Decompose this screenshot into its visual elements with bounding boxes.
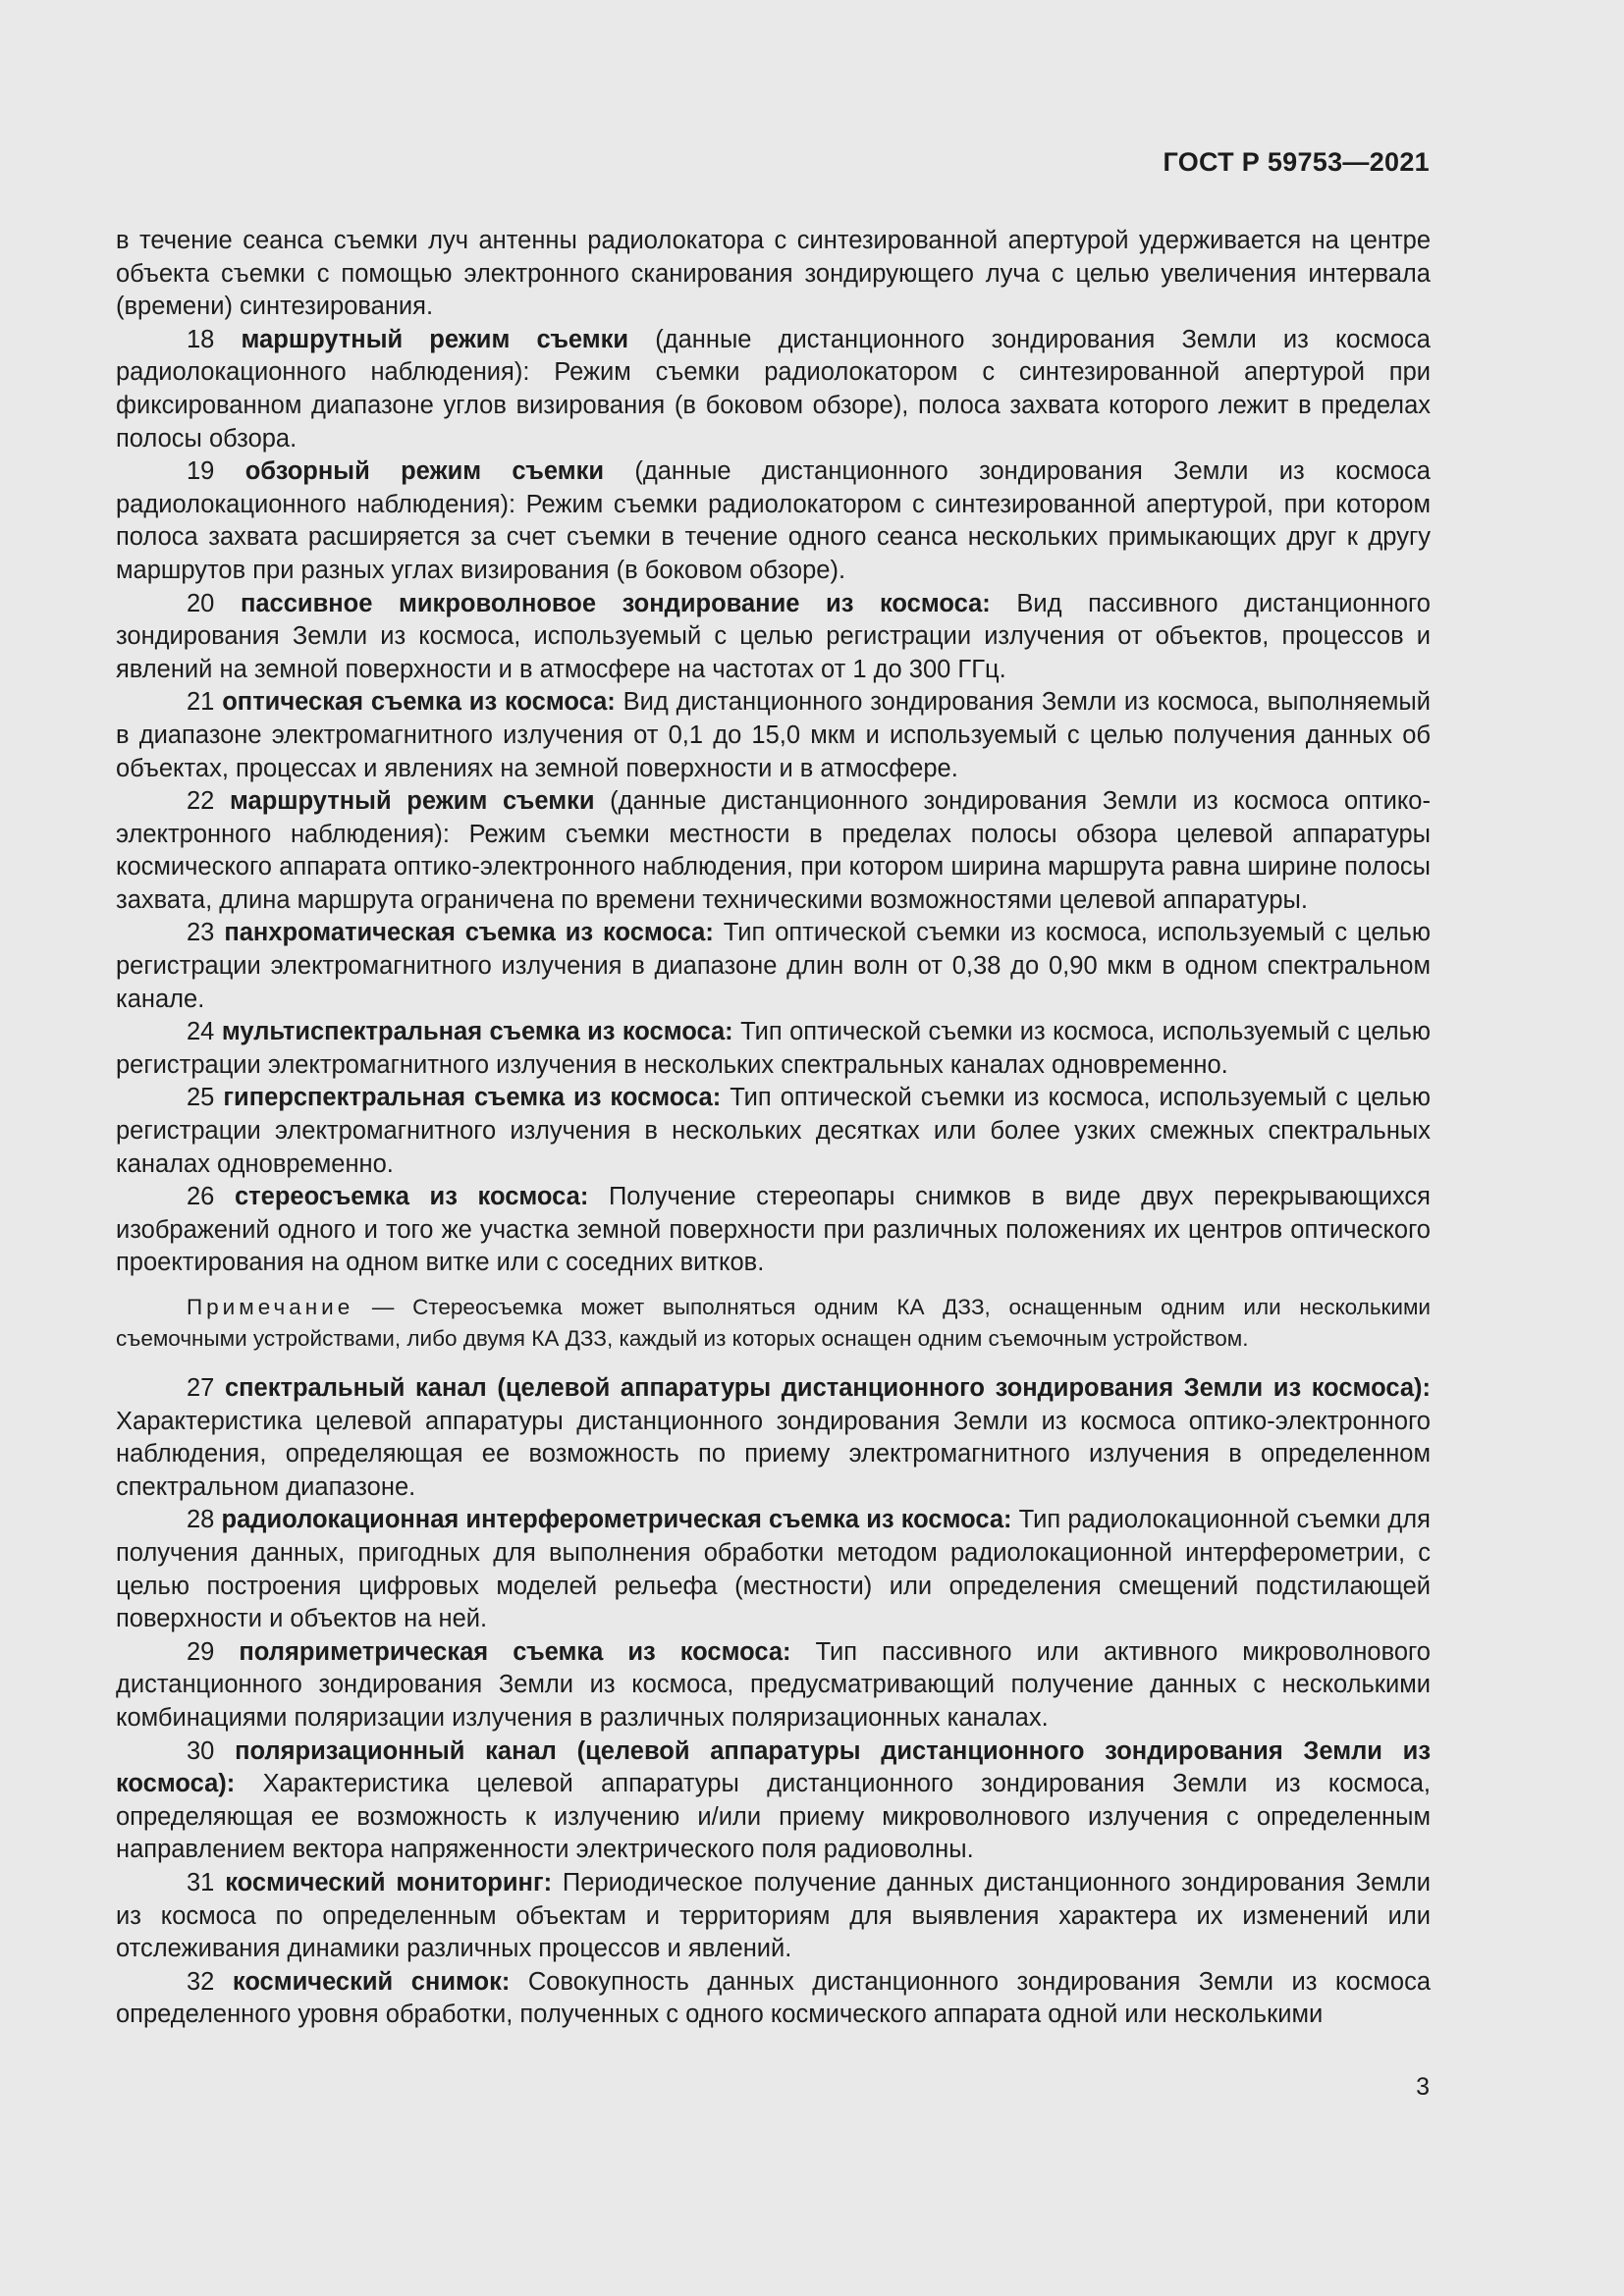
intro-paragraph: в течение сеанса съемки луч антенны радиолокатора с синтезированной апертурой удерживается на центре объекта съемки с помощью электронного сканирования зондирующего луча с целью увеличения интервала (времени) синтезирования. — [116, 227, 1431, 321]
term-title: обзорный режим съемки — [244, 457, 605, 486]
term-definition: Тип оптической съемки из космоса, используемый с целью регистрации электромагнитного излучения в нескольких спектральных каналах одновременно. — [116, 1018, 1432, 1079]
term-number: 25 — [187, 1084, 215, 1112]
note-text: — Стереосъемка может выполняться одним КА ДЗЗ, оснащенным одним или несколькими съемочными устройствами, либо двумя КА ДЗЗ, каждый из которых оснащен одним съемочным устройством. — [116, 1295, 1431, 1351]
term-title: гиперспектральная съемка из космоса: — [223, 1084, 722, 1112]
term-definition: Совокупность данных дистанционного зондирования Земли из космоса определенного уровня обработки, полученных с одного космического аппарата одной или несколькими — [116, 1967, 1431, 2029]
term-title: спектральный канал (целевой аппаратуры дистанционного зондирования Земли из космоса): — [224, 1374, 1431, 1402]
term-title: пассивное микроволновое зондирование из космоса: — [240, 589, 991, 617]
term-number: 18 — [187, 325, 215, 353]
term-definition: Характеристика целевой аппаратуры дистанционного зондирования Земли из космоса оптико-электронного наблюдения, определяющая ее возможность по приему электромагнитного излучения в определенном спектральном диапазоне. — [116, 1407, 1431, 1501]
term-entry — [116, 1082, 1431, 1181]
term-title: маршрутный режим съемки — [230, 787, 595, 816]
term-entry — [116, 917, 1431, 1016]
term-definition: Тип пассивного или активного микроволнового дистанционного зондирования Земли из космоса, предусматривающий получение данных с несколькими комбинациями поляризации излучения в различных поляризационных каналах. — [116, 1637, 1431, 1732]
term-title: космический мониторинг: — [225, 1868, 553, 1896]
term-definition: Вид пассивного дистанционного зондирования Земли из космоса, используемый с целью регистрации излучения от объектов, процессов и явлений на земной поверхности и в атмосфере на частотах от 1 до 300 ГГц. — [116, 589, 1431, 683]
term-number: 23 — [187, 919, 215, 947]
term-definition: (данные дистанционного зондирования Земли из космоса оптико-электронного наблюдения): Режим съемки местности в пределах полосы обзора целевой аппаратуры космического аппарата оптико-электронного наблюдения, при котором ширина маршрута равна ширине полосы захвата, длина маршрута ограничена по времени техническими возможностями целевой аппаратуры. — [116, 787, 1431, 914]
term-entry — [116, 1181, 1431, 1280]
term-title: радиолокационная интерферометрическая съемка из космоса: — [221, 1506, 1012, 1534]
page-number: 3 — [1416, 2073, 1430, 2101]
term-entry — [116, 455, 1431, 587]
term-definition: (данные дистанционного зондирования Земли из космоса радиолокационного наблюдения): Режим съемки радиолокатором с синтезированной апертурой при фиксированном диапазоне углов визирования (в боковом обзоре), полоса захвата которого лежит в пределах полосы обзора. — [116, 325, 1431, 453]
term-definition: Тип оптической съемки из космоса, используемый с целью регистрации электромагнитного излучения в нескольких десятках или более узких смежных спектральных каналах одновременно. — [116, 1084, 1431, 1178]
term-title: мультиспектральная съемка из космоса: — [221, 1018, 733, 1046]
term-definition: Получение стереопары снимков в виде двух перекрывающихся изображений одного и того же участка земной поверхности при различных положениях их центров оптического проектирования на одном витке или с соседних витков. — [116, 1183, 1431, 1277]
term-number: 27 — [187, 1374, 215, 1402]
note-label: Примечание — [187, 1295, 354, 1319]
term-entry — [116, 785, 1431, 917]
term-entry — [116, 686, 1431, 785]
term-title: космический снимок: — [232, 1967, 511, 1996]
terms-list-2 — [116, 1372, 1431, 2032]
term-number: 19 — [187, 457, 215, 486]
term-definition: Тип радиолокационной съемки для получения данных, пригодных для выполнения обработки методом радиолокационной интерферометрии, с целью построения цифровых моделей рельефа (местности) или определения смещений подстилающей поверхности и объектов на ней. — [116, 1506, 1431, 1633]
term-entry — [116, 324, 1431, 455]
term-entry — [116, 1966, 1431, 2032]
terms-list — [116, 324, 1431, 1280]
term-definition: Характеристика целевой аппаратуры дистанционного зондирования Земли из космоса, определяющая ее возможность к излучению и/или приему микроволнового излучения с определенным направлением вектора напряженности электрического поля радиоволны. — [116, 1770, 1431, 1864]
term-number: 31 — [187, 1868, 215, 1896]
term-definition: Тип оптической съемки из космоса, используемый с целью регистрации электромагнитного излучения в диапазоне длин волн от 0,38 до 0,90 мкм в одном спектральном канале. — [116, 919, 1432, 1013]
term-title: маршрутный режим съемки — [241, 325, 629, 353]
term-entry — [116, 1735, 1431, 1867]
term-number: 21 — [187, 688, 215, 717]
term-number: 20 — [187, 589, 215, 617]
term-entry — [116, 1016, 1431, 1082]
term-title: поляриметрическая съемка из космоса: — [239, 1637, 791, 1666]
term-definition: Периодическое получение данных дистанционного зондирования Земли из космоса по определенным объектам и территориям для выявления характера их изменений или отслеживания динамики различных процессов и явлений. — [116, 1868, 1431, 1963]
term-title: поляризационный канал (целевой аппаратуры дистанционного зондирования Земли из космоса): — [116, 1736, 1431, 1798]
term-entry — [116, 1504, 1431, 1635]
term-title: оптическая съемка из космоса: — [222, 688, 616, 717]
term-number: 24 — [187, 1018, 215, 1046]
term-entry — [116, 1867, 1431, 1966]
term-number: 22 — [187, 787, 215, 816]
document-body — [116, 225, 1431, 2032]
term-title: панхроматическая съемка из космоса: — [224, 919, 714, 947]
term-number: 30 — [187, 1736, 215, 1765]
term-number: 26 — [187, 1183, 215, 1211]
term-number: 28 — [187, 1506, 215, 1534]
term-definition: Вид дистанционного зондирования Земли из космоса, выполняемый в диапазоне электромагнитного излучения от 0,1 до 15,0 мкм и используемый с целью получения данных об объектах, процессах и явлениях на земной поверхности и в атмосфере. — [116, 688, 1431, 782]
note-paragraph — [116, 1292, 1431, 1355]
term-definition: (данные дистанционного зондирования Земли из космоса радиолокационного наблюдения): Режим съемки радиолокатором с синтезированной апертурой, при котором полоса захвата расширяется за счет съемки в течение одного сеанса нескольких примыкающих друг к другу маршрутов при разных углах визирования (в боковом обзоре). — [116, 457, 1431, 584]
term-title: стереосъемка из космоса: — [235, 1183, 589, 1211]
document-header: ГОСТ Р 59753—2021 — [1163, 147, 1430, 177]
term-number: 29 — [187, 1637, 215, 1666]
term-entry — [116, 1372, 1431, 1504]
term-number: 32 — [187, 1967, 215, 1996]
term-entry — [116, 1636, 1431, 1735]
term-entry — [116, 588, 1431, 687]
